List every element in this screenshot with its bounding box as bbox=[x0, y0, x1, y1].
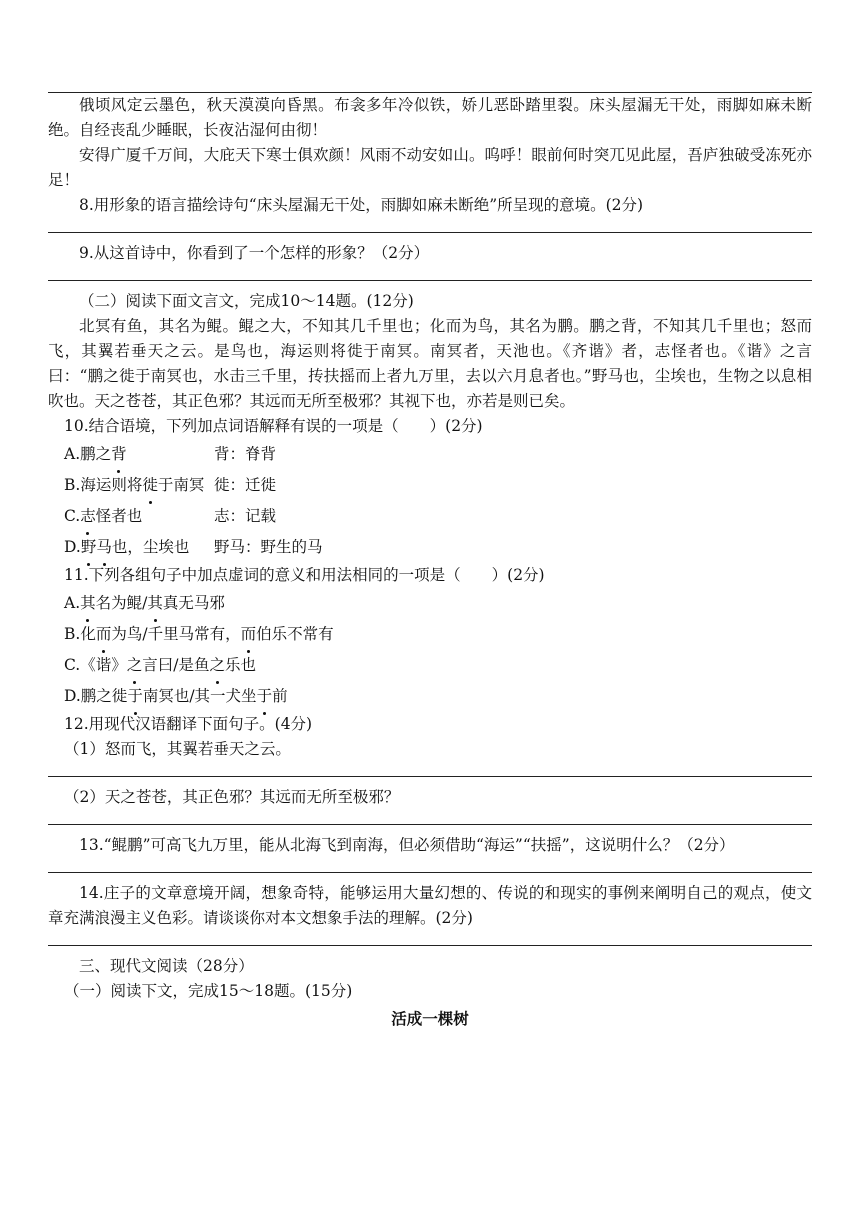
option-text: C.志怪者也 bbox=[64, 501, 214, 532]
q11-option-a: A.其名为鲲/其真无马邪 bbox=[48, 588, 812, 619]
option-gloss: 背：脊背 bbox=[214, 445, 277, 463]
classical-passage: 北冥有鱼，其名为鲲。鲲之大，不知其几千里也；化而为鸟，其名为鹏。鹏之背，不知其几千里也；怒而飞，其翼若垂天之云。是鸟也，海运则将徙于南冥。南冥者，天池也。《齐谐》者，志怪者也。《谐》之言曰：“鹏之徙于南冥也，水击三千里，抟扶摇而上者九万里，去以六月息者也。”野马也，尘埃也，生物之以息相吹也。天之苍苍，其正色邪？其远而无所至极邪？其视下也，亦若是则已矣。 bbox=[48, 317, 812, 410]
answer-line bbox=[48, 232, 812, 233]
q10-option-d bbox=[48, 532, 812, 563]
question-14: 14.庄子的文章意境开阔，想象奇特，能够运用大量幻想的、传说的和现实的事例来阐明自己的观点，使文章充满浪漫主义色彩。请谈谈你对本文想象手法的理解。(2分) bbox=[48, 884, 812, 927]
essay-title: 活成一棵树 bbox=[391, 1009, 469, 1028]
answer-line bbox=[48, 945, 812, 946]
question-13: 13.“鲲鹏”可高飞九万里，能从北海飞到南海，但必须借助“海运”“扶摇”，这说明什么？（2分） bbox=[79, 836, 735, 854]
section-2-intro: （二）阅读下面文言文，完成10～14题。(12分) bbox=[79, 292, 414, 310]
q11-option-c: C.《谐》之言曰/是鱼之乐也 bbox=[48, 650, 812, 681]
q10-option-a bbox=[48, 439, 812, 470]
q10-option-c bbox=[48, 501, 812, 532]
answer-line bbox=[48, 824, 812, 825]
option-text: D.野马也，尘埃也 bbox=[64, 532, 214, 563]
question-8: 8.用形象的语言描绘诗句“床头屋漏无干处，雨脚如麻未断绝”所呈现的意境。(2分) bbox=[79, 196, 644, 214]
q11-option-d: D.鹏之徙于南冥也/其一犬坐于前 bbox=[48, 681, 812, 712]
question-12-sentence-2: （2）天之苍苍，其正色邪？其远而无所至极邪？ bbox=[64, 788, 400, 806]
poem-stanza-1: 俄顷风定云墨色，秋天漠漠向昏黑。布衾多年冷似铁，娇儿恶卧踏里裂。床头屋漏无干处，雨脚如麻未断绝。自经丧乱少睡眠，长夜沾湿何由彻！ bbox=[48, 96, 812, 139]
q10-option-b bbox=[48, 470, 812, 501]
poem-stanza-2: 安得广厦千万间，大庇天下寒士俱欢颜！风雨不动安如山。呜呼！眼前何时突兀见此屋，吾庐独破受冻死亦足！ bbox=[48, 146, 812, 189]
option-gloss: 志：记载 bbox=[214, 507, 277, 525]
answer-line bbox=[48, 872, 812, 873]
exam-page bbox=[48, 92, 812, 1031]
section-3-heading: 三、现代文阅读（28分） bbox=[79, 957, 254, 975]
option-text: A.鹏之背 bbox=[64, 439, 214, 470]
answer-line bbox=[48, 776, 812, 777]
question-12-stem: 12.用现代汉语翻译下面句子。(4分) bbox=[64, 715, 313, 733]
option-gloss: 野马：野生的马 bbox=[214, 538, 323, 556]
question-11-stem: 11.下列各组句子中加点虚词的意义和用法相同的一项是（ ）(2分) bbox=[64, 566, 545, 584]
option-text: B.海运则将徙于南冥 bbox=[64, 470, 214, 501]
question-12-sentence-1: （1）怒而飞，其翼若垂天之云。 bbox=[64, 740, 291, 758]
answer-line bbox=[48, 280, 812, 281]
q11-option-b: B.化而为鸟/千里马常有，而伯乐不常有 bbox=[48, 619, 812, 650]
question-9: 9.从这首诗中，你看到了一个怎样的形象？（2分） bbox=[79, 244, 430, 262]
question-10-stem: 10.结合语境，下列加点词语解释有误的一项是（ ）(2分) bbox=[64, 417, 483, 435]
section-3-intro: （一）阅读下文，完成15～18题。(15分) bbox=[64, 982, 353, 1000]
option-gloss: 徙：迁徙 bbox=[214, 476, 277, 494]
